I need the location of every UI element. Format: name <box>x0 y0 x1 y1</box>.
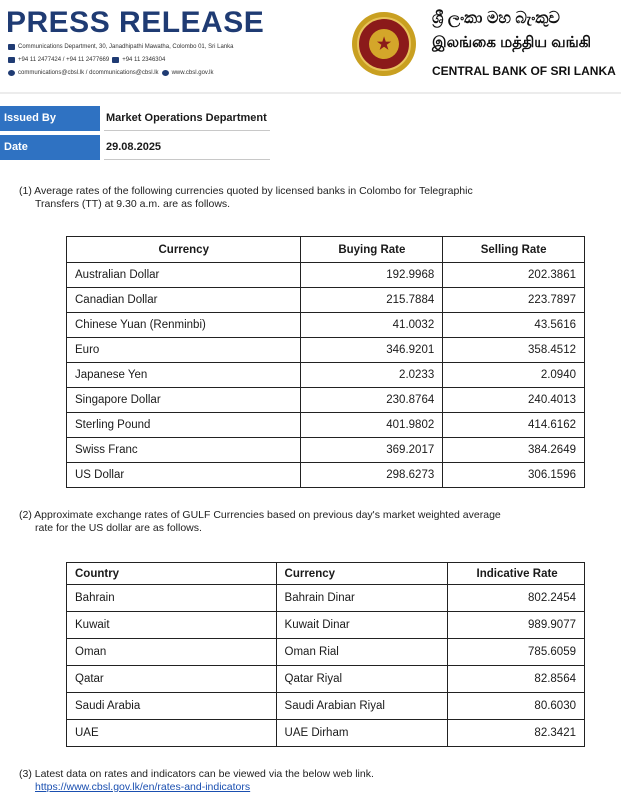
table-cell: 223.7897 <box>443 288 585 313</box>
section2-line2: rate for the US dollar are as follows. <box>35 522 202 534</box>
table-cell: 82.3421 <box>448 720 585 747</box>
table-cell: Swiss Franc <box>67 438 301 463</box>
table-row <box>67 363 585 388</box>
table-cell: UAE Dirham <box>276 720 448 747</box>
fax-icon <box>112 57 119 63</box>
column-header: Buying Rate <box>301 237 443 263</box>
column-header: Indicative Rate <box>448 563 585 585</box>
table-row <box>67 720 585 747</box>
table-cell: Australian Dollar <box>67 263 301 288</box>
table-row <box>67 612 585 639</box>
table-row <box>67 288 585 313</box>
table-cell: 414.6162 <box>443 413 585 438</box>
table-row <box>67 313 585 338</box>
table-cell: 80.6030 <box>448 693 585 720</box>
table-cell: UAE <box>67 720 277 747</box>
table-cell: Japanese Yen <box>67 363 301 388</box>
email-text[interactable]: communications@cbsl.lk / dcommunications@cbsl.lk <box>18 70 159 76</box>
table-row <box>67 438 585 463</box>
table-cell: US Dollar <box>67 463 301 488</box>
table-cell: Canadian Dollar <box>67 288 301 313</box>
table-cell: Singapore Dollar <box>67 388 301 413</box>
issued-by-label: Issued By <box>0 106 100 131</box>
table-cell: Sterling Pound <box>67 413 301 438</box>
table-cell: 240.4013 <box>443 388 585 413</box>
phone-icon <box>8 57 15 63</box>
table-cell: Euro <box>67 338 301 363</box>
table-cell: 401.9802 <box>301 413 443 438</box>
table-cell: 192.9968 <box>301 263 443 288</box>
cbsl-seal-logo <box>352 12 416 76</box>
bank-name-tamil: இலங்கை மத்திய வங்கி <box>432 34 592 51</box>
column-header: Country <box>67 563 277 585</box>
table-cell: 306.1596 <box>443 463 585 488</box>
table-cell: Qatar <box>67 666 277 693</box>
table-row <box>67 388 585 413</box>
header-divider <box>0 92 621 94</box>
table-row <box>67 666 585 693</box>
column-header: Currency <box>276 563 448 585</box>
bank-name-english: CENTRAL BANK OF SRI LANKA <box>432 64 616 78</box>
table-cell: 215.7884 <box>301 288 443 313</box>
table-row <box>67 639 585 666</box>
section2-line1: (2) Approximate exchange rates of GULF Currencies based on previous day's market weighted average <box>19 509 501 521</box>
phone-text: +94 11 2477424 / +94 11 2477669 <box>18 57 110 63</box>
table-row <box>67 263 585 288</box>
table-cell: 298.6273 <box>301 463 443 488</box>
seal-lion-emblem: ★ <box>369 29 399 59</box>
table-cell: 369.2017 <box>301 438 443 463</box>
section1-intro <box>19 185 619 211</box>
table-cell: Kuwait <box>67 612 277 639</box>
table-cell: 358.4512 <box>443 338 585 363</box>
section3-note <box>19 768 619 794</box>
column-header: Selling Rate <box>443 237 585 263</box>
seal-ring <box>357 17 411 71</box>
section3-line1: (3) Latest data on rates and indicators can be viewed via the below web link. <box>19 768 374 780</box>
table-cell: 2.0233 <box>301 363 443 388</box>
table-cell: Bahrain Dinar <box>276 585 448 612</box>
table-cell: 41.0032 <box>301 313 443 338</box>
section1-line1: (1) Average rates of the following currencies quoted by licensed banks in Colombo for Telegraphic <box>19 185 473 197</box>
contact-email <box>8 70 213 76</box>
table-row <box>67 338 585 363</box>
web-icon <box>162 70 169 76</box>
table-cell: 202.3861 <box>443 263 585 288</box>
table-cell: 346.9201 <box>301 338 443 363</box>
table-cell: 2.0940 <box>443 363 585 388</box>
table-row <box>67 463 585 488</box>
fax-text: +94 11 2346304 <box>122 57 166 63</box>
rates-indicators-link[interactable]: https://www.cbsl.gov.lk/en/rates-and-indicators <box>35 781 251 793</box>
table-cell: Oman <box>67 639 277 666</box>
address-icon <box>8 44 15 50</box>
table-header-row <box>67 237 585 263</box>
date-value: 29.08.2025 <box>104 135 270 160</box>
table-row <box>67 413 585 438</box>
gulf-rates-table <box>66 562 585 747</box>
table-cell: 802.2454 <box>448 585 585 612</box>
table-cell: 230.8764 <box>301 388 443 413</box>
table-cell: Oman Rial <box>276 639 448 666</box>
bank-name-sinhala: ශ්‍රී ලංකා මහ බැංකුව <box>432 10 560 27</box>
address-text: Communications Department, 30, Janadhipathi Mawatha, Colombo 01, Sri Lanka <box>18 44 234 50</box>
table-row <box>67 693 585 720</box>
table-cell: Qatar Riyal <box>276 666 448 693</box>
table-cell: 384.2649 <box>443 438 585 463</box>
section2-intro <box>19 509 619 535</box>
table-cell: Saudi Arabian Riyal <box>276 693 448 720</box>
table-cell: 989.9077 <box>448 612 585 639</box>
table-cell: 82.8564 <box>448 666 585 693</box>
table-cell: Saudi Arabia <box>67 693 277 720</box>
date-label: Date <box>0 135 100 160</box>
tt-rates-table <box>66 236 585 488</box>
press-release-title: PRESS RELEASE <box>6 6 265 39</box>
table-cell: 43.5616 <box>443 313 585 338</box>
table-row <box>67 585 585 612</box>
contact-address <box>8 44 233 50</box>
issued-by-value: Market Operations Department <box>104 106 270 131</box>
website-text[interactable]: www.cbsl.gov.lk <box>171 70 214 76</box>
table-cell: Chinese Yuan (Renminbi) <box>67 313 301 338</box>
email-icon <box>8 70 15 76</box>
column-header: Currency <box>67 237 301 263</box>
table-cell: Bahrain <box>67 585 277 612</box>
section1-line2: Transfers (TT) at 9.30 a.m. are as follows. <box>35 198 231 210</box>
table-header-row <box>67 563 585 585</box>
table-cell: 785.6059 <box>448 639 585 666</box>
table-cell: Kuwait Dinar <box>276 612 448 639</box>
contact-phone <box>8 57 165 63</box>
